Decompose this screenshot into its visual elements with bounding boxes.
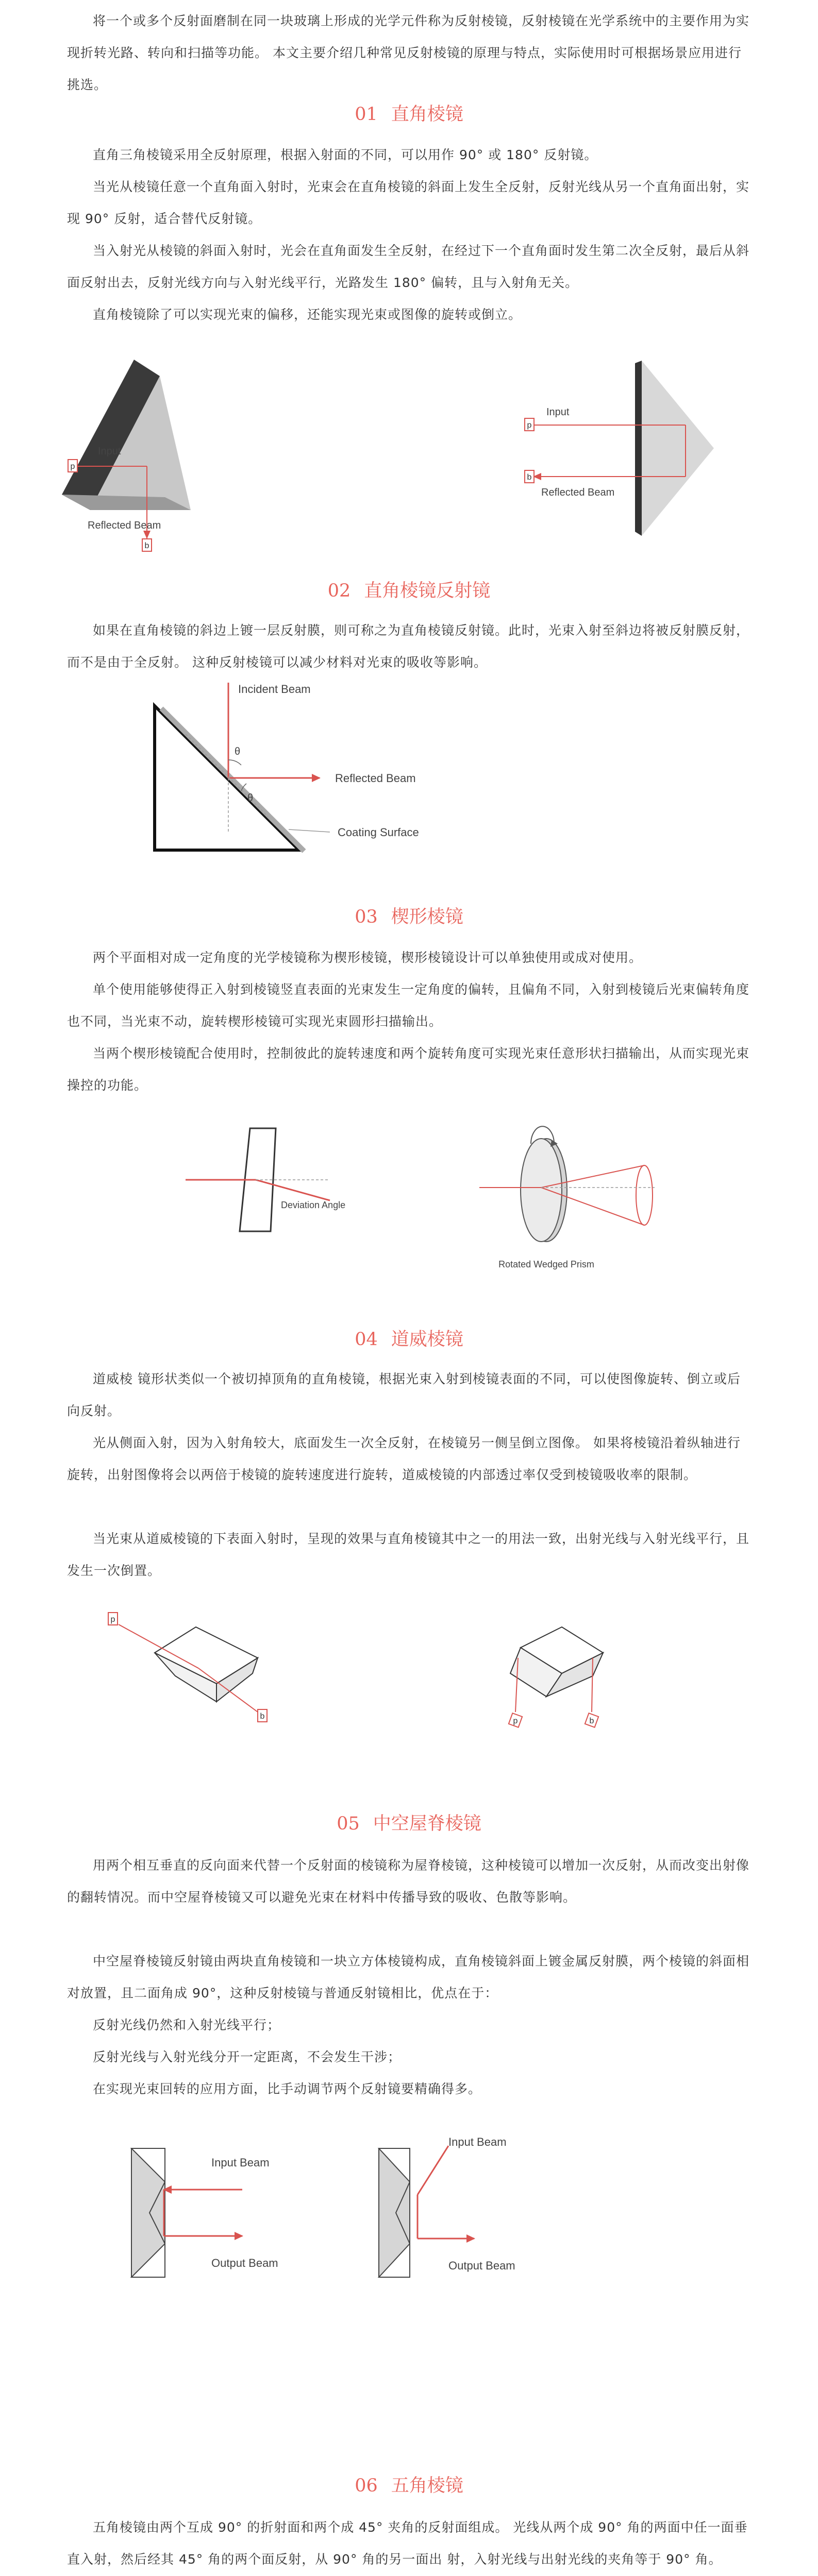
section-heading-01 <box>0 99 818 130</box>
section-number: 02 <box>327 581 351 601</box>
output-beam-label: Output Beam <box>448 2259 515 2272</box>
paragraph: 用两个相互垂直的反向面来代替一个反射面的棱镜称为屋脊棱镜，这种棱镜可以增加一次反射，从而改变出射像的翻转情况。而中空屋脊棱镜又可以避免光束在材料中传播导致的吸收、色散等影响。 <box>67 1858 750 1905</box>
coating-surface-label: Coating Surface <box>338 826 419 839</box>
paragraph: 当光束从道威棱镜的下表面入射时，呈现的效果与直角棱镜其中之一的用法一致，出射光线与入射光线平行，且发生一次倒置。 <box>67 1531 750 1578</box>
bullet-item: 反射光线仍然和入射光线平行； <box>93 2018 281 2032</box>
input-label: Input <box>546 406 570 418</box>
roof-prism-left <box>131 2148 165 2277</box>
section-title: 直角棱镜反射镜 <box>364 581 491 601</box>
section-title: 直角棱镜 <box>391 104 463 125</box>
paragraph: 单个使用能够使得正入射到棱镜竖直表面的光束发生一定角度的偏转，且偏角不同，入射到棱镜后光束偏转角度也不同，当光束不动，旋转楔形棱镜可实现光束圆形扫描输出。 <box>67 982 750 1029</box>
section-number: 06 <box>355 2476 378 2496</box>
section-heading-06 <box>0 2470 818 2501</box>
rotated-wedge-prism <box>479 1126 655 1242</box>
hollow-roof-prism-figure <box>0 2110 818 2306</box>
section-title: 道威棱镜 <box>391 1329 463 1350</box>
paragraph: 五角棱镜由两个互成 90° 的折射面和两个成 45° 夹角的反射面组成。 光线从两个成 90° 角的两面中任一面垂直入射，然后经其 45° 角的两个面反射，从 90° 角的另一面出 射，入射光线与出射光线的夹角等于 90° 角。 <box>67 2520 748 2567</box>
dove-prism-left <box>155 1627 258 1702</box>
section-title: 楔形棱镜 <box>391 907 463 927</box>
paragraph: 两个平面相对成一定角度的光学棱镜称为楔形棱镜，楔形棱镜设计可以单独使用或成对使用。 <box>93 950 643 965</box>
right-angle-prism-left <box>62 360 191 510</box>
dove-prism-right <box>510 1627 603 1697</box>
incident-beam-label: Incident Beam <box>238 683 311 696</box>
roof-prism-right <box>379 2148 410 2277</box>
paragraph: 中空屋脊棱镜反射镜由两块直角棱镜和一块立方体棱镜构成，直角棱镜斜面上镀金属反射膜，两个棱镜的斜面相对放置，且二面角成 90°，这种反射棱镜与普通反射镜相比，优点在于： <box>67 1954 750 2001</box>
paragraph: 当光从棱镜任意一个直角面入射时，光束会在直角棱镜的斜面上发生全反射，反射光线从另一个直角面出射，实现 90° 反射，适合替代反射镜。 <box>67 179 750 226</box>
section-number: 01 <box>355 104 378 125</box>
paragraph: 道威棱 镜形状类似一个被切掉顶角的直角棱镜，根据光束入射到棱镜表面的不同，可以使图像旋转、倒立或后向反射。 <box>67 1371 741 1418</box>
right-angle-prism-figure <box>0 340 818 556</box>
p-label: p <box>527 421 532 430</box>
section-title: 五角棱镜 <box>391 2476 463 2496</box>
p-label: p <box>110 1615 115 1624</box>
reflected-label: Reflected Beam <box>88 520 161 531</box>
coated-prism-figure <box>0 677 818 863</box>
dove-prism-figure <box>0 1586 818 1771</box>
b-label: b <box>260 1712 265 1721</box>
section-heading-05 <box>0 1808 818 1839</box>
bullet-item: 反射光线与入射光线分开一定距离，不会发生干涉； <box>93 2049 402 2064</box>
paragraph: 直角棱镜除了可以实现光束的偏移，还能实现光束或图像的旋转或倒立。 <box>93 307 522 322</box>
right-angle-prism-right <box>635 361 714 536</box>
paragraph: 当两个楔形棱镜配合使用时，控制彼此的旋转速度和两个旋转角度可实现光束任意形状扫描输出，从而实现光束操控的功能。 <box>67 1046 750 1093</box>
paragraph: 如果在直角棱镜的斜边上镀一层反射膜，则可称之为直角棱镜反射镜。此时，光束入射至斜边将被反射膜反射，而不是由于全反射。 这种反射棱镜可以减少材料对光束的吸收等影响。 <box>67 623 750 670</box>
bullet-item: 在实现光束回转的应用方面，比手动调节两个反射镜要精确得多。 <box>93 2081 482 2096</box>
intro-paragraph: 将一个或多个反射面磨制在同一块玻璃上形成的光学元件称为反射棱镜，反射棱镜在光学系统中的主要作用为实现折转光路、转向和扫描等功能。 本文主要介绍几种常见反射棱镜的原理与特点，实际使用时可根据场景应用进行挑选。 <box>67 13 750 92</box>
output-beam-label: Output Beam <box>211 2257 278 2269</box>
input-beam-label: Input Beam <box>448 2136 507 2148</box>
wedge-prism-figure <box>0 1103 818 1288</box>
paragraph: 直角三角棱镜采用全反射原理，根据入射面的不同，可以用作 90° 或 180° 反射镜。 <box>93 147 598 162</box>
b-label: b <box>527 473 532 482</box>
section-heading-04 <box>0 1324 818 1355</box>
input-label: Input <box>98 446 121 457</box>
input-beam-label: Input Beam <box>211 2156 270 2169</box>
rotated-wedged-prism-label: Rotated Wedged Prism <box>498 1259 594 1269</box>
paragraph: 当入射光从棱镜的斜面入射时，光会在直角面发生全反射，在经过下一个直角面时发生第二次全反射，最后从斜面反射出去，反射光线方向与入射光线平行，光路发生 180° 偏转，且与入射角无关。 <box>67 243 750 290</box>
p-label: p <box>513 1717 518 1725</box>
section-heading-02 <box>0 575 818 606</box>
reflected-label: Reflected Beam <box>541 487 615 498</box>
section-number: 05 <box>337 1814 360 1834</box>
deviation-angle-label: Deviation Angle <box>281 1200 346 1210</box>
theta-label: θ <box>235 746 241 757</box>
section-number: 04 <box>355 1329 378 1350</box>
section-heading-03 <box>0 902 818 933</box>
b-label: b <box>589 1717 594 1725</box>
section-number: 03 <box>355 907 378 927</box>
b-label: b <box>144 541 149 550</box>
section-title: 中空屋脊棱镜 <box>373 1814 481 1834</box>
reflected-beam-label: Reflected Beam <box>335 772 416 785</box>
theta-label: θ <box>247 792 254 804</box>
p-label: p <box>70 462 75 471</box>
paragraph: 光从侧面入射，因为入射角较大，底面发生一次全反射，在棱镜另一侧呈倒立图像。 如果将棱镜沿着纵轴进行旋转，出射图像将会以两倍于棱镜的旋转速度进行旋转，道威棱镜的内部透过率仅受到棱镜吸收率的限制。 <box>67 1435 741 1482</box>
